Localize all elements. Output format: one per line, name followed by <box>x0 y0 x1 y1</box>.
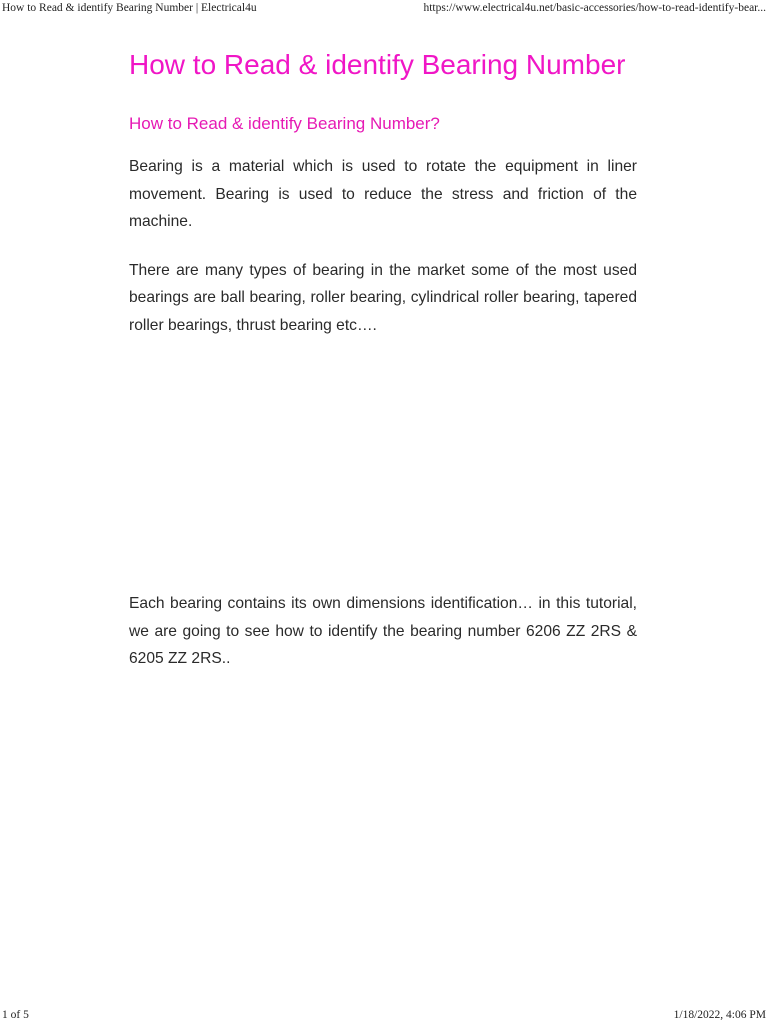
print-header <box>0 0 768 16</box>
print-timestamp: 1/18/2022, 4:06 PM <box>673 1009 766 1021</box>
paragraph-bearing-types: There are many types of bearing in the market some of the most used bearings are ball bearing, roller bearing, cylindrical roller bearing, tapered roller bearings, thrust bearing etc…. <box>129 261 637 334</box>
article-content <box>129 46 637 673</box>
print-footer <box>0 1008 768 1024</box>
section-title: How to Read & identify Bearing Number? <box>129 114 440 133</box>
print-header-page-title: How to Read & identify Bearing Number | Electrical4u <box>2 2 257 14</box>
blank-image-area <box>129 339 637 590</box>
print-header-url: https://www.electrical4u.net/basic-accessories/how-to-read-identify-bear... <box>423 2 766 14</box>
page-title: How to Read & identify Bearing Number <box>129 49 626 80</box>
page-indicator: 1 of 5 <box>2 1009 29 1021</box>
paragraph-dimensions: Each bearing contains its own dimensions identification… in this tutorial, we are going to see how to identify the bearing number 6206 ZZ 2RS & 6205 ZZ 2RS.. <box>129 595 637 667</box>
paragraph-intro: Bearing is a material which is used to rotate the equipment in liner movement. Bearing is used to reduce the stress and friction of the machine. <box>129 158 637 230</box>
